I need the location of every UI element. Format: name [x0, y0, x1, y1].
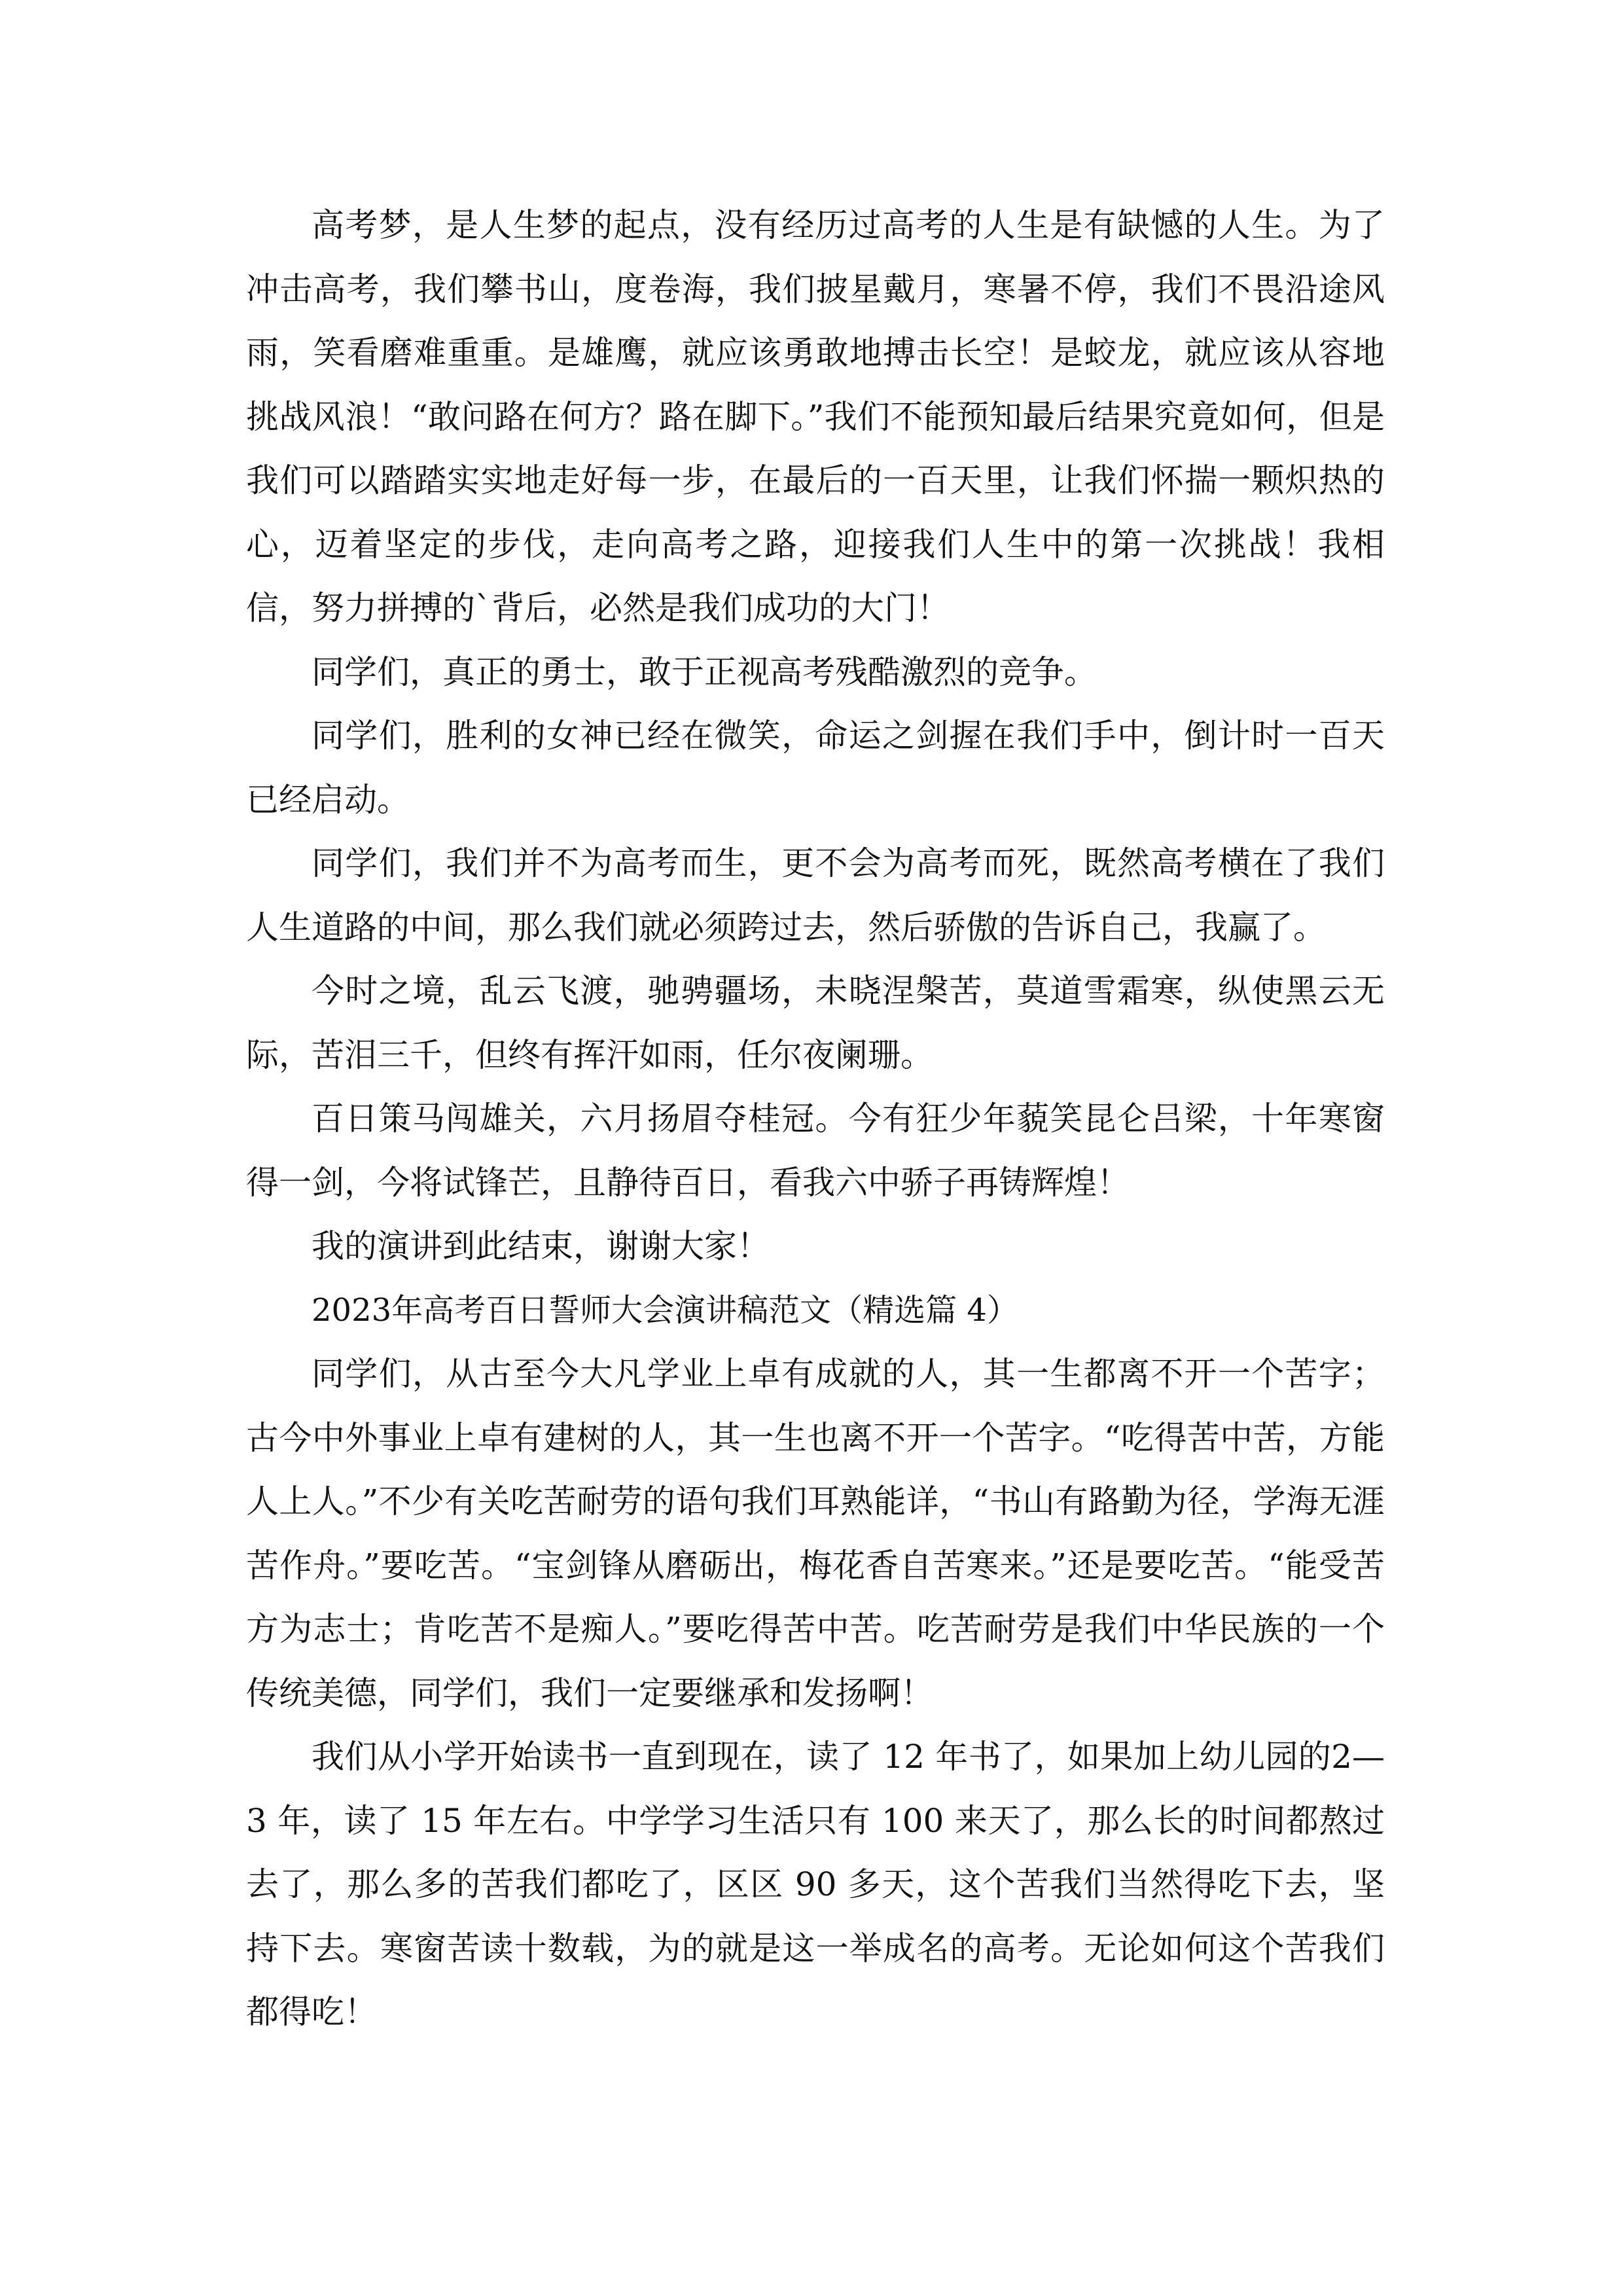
paragraph-current-situation: 今时之境，乱云飞渡，驰骋疆场，未晓涅槃苦，莫道雪霜寒，纵使黑云无际，苦泪三千，但终有挥汗如雨，任尔夜阑珊。 — [246, 972, 1385, 1074]
section-heading: 2023年高考百日誓师大会演讲稿范文（精选篇 4） — [312, 1291, 1018, 1329]
paragraph-closing: 我的演讲到此结束，谢谢大家！ — [312, 1227, 770, 1265]
paragraph-gaokao-dream: 高考梦，是人生梦的起点，没有经历过高考的人生是有缺憾的人生。为了冲击高考，我们攀书山，度卷海，我们披星戴月，寒暑不停，我们不畏沿途风雨，笑看磨难重重。是雄鹰，就应该勇敢地搏击长空！是蛟龙，就应该从容地挑战风浪！“敢问路在何方？路在脚下。”我们不能预知最后结果究竟如何，但是我们可以踏踏实实地走好每一步，在最后的一百天里，让我们怀揣一颗炽热的心，迈着坚定的步伐，走向高考之路，迎接我们人生中的第一次挑战！我相信，努力拼搏的`背后，必然是我们成功的大门！ — [246, 206, 1385, 627]
paragraph-years-of-study: 我们从小学开始读书一直到现在，读了 12 年书了，如果加上幼儿园的2—3 年，读了 15 年左右。中学学习生活只有 100 来天了，那么长的时间都熬过去了，那么多的苦我们都吃了，区区 90 多天，这个苦我们当然得吃下去，坚持下去。寒窗苦读十数载，为的就是这一举成名的高考。无论如何这个苦我们都得吃！ — [246, 1738, 1385, 2031]
document-body — [246, 194, 1385, 2045]
paragraph-not-born-for-gaokao: 同学们，我们并不为高考而生，更不会为高考而死，既然高考横在了我们人生道路的中间，那么我们就必须跨过去，然后骄傲的告诉自己，我赢了。 — [246, 844, 1385, 946]
paragraph-victory-goddess: 同学们，胜利的女神已经在微笑，命运之剑握在我们手中，倒计时一百天已经启动。 — [246, 717, 1385, 819]
paragraph-true-warriors: 同学们，真正的勇士，敢于正视高考残酷激烈的竞争。 — [312, 653, 1097, 691]
paragraph-hundred-days: 百日策马闯雄关，六月扬眉夺桂冠。今有狂少年藐笑昆仑吕梁，十年寒窗得一剑，今将试锋芒，且静待百日，看我六中骄子再铸辉煌！ — [246, 1100, 1385, 1202]
paragraph-hardship: 同学们，从古至今大凡学业上卓有成就的人，其一生都离不开一个苦字；古今中外事业上卓有建树的人，其一生也离不开一个苦字。“吃得苦中苦，方能人上人。”不少有关吃苦耐劳的语句我们耳熟能详，“书山有路勤为径，学海无涯苦作舟。”要吃苦。“宝剑锋从磨砺出，梅花香自苦寒来。”还是要吃苦。“能受苦方为志士；肯吃苦不是痴人。”要吃得苦中苦。吃苦耐劳是我们中华民族的一个传统美德，同学们，我们一定要继承和发扬啊！ — [246, 1355, 1385, 1712]
